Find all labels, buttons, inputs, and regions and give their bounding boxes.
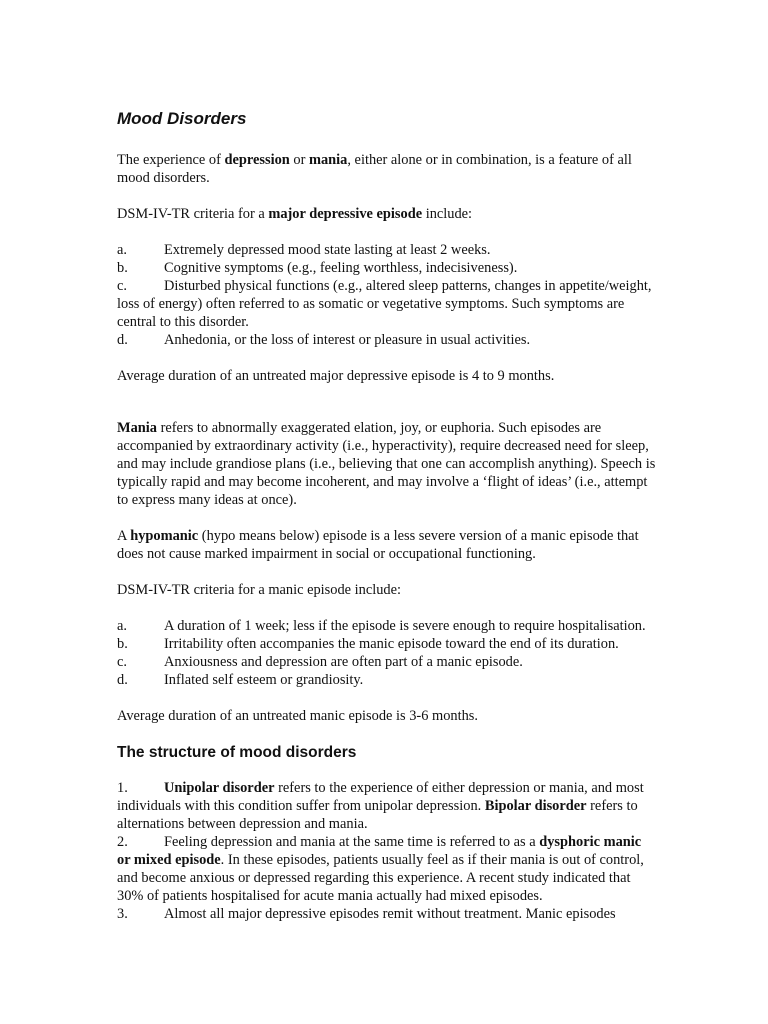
list-item-text: A duration of 1 week; less if the episode is severe enough to require hospitalisation. [164,618,646,634]
hypomanic-text: A [117,528,131,544]
list-marker: 2. [117,834,128,850]
list-item-text: Anxiousness and depression are often part of a manic episode. [164,654,523,670]
dsm-text: DSM-IV-TR criteria for a [117,206,269,222]
list-item [117,617,657,635]
list-marker: d. [117,672,128,688]
list-item [117,905,657,923]
hypomanic-bold-term: hypomanic [130,528,199,544]
list-marker: 1. [117,780,128,796]
intro-paragraph [117,151,657,187]
document-title: Mood Disorders [117,109,247,128]
list-item-text: Disturbed physical functions (e.g., altered sleep patterns, changes in appetite/weight, loss of energy) often referred to as somatic or vegetative symptoms. Such symptoms are central to this disorder. [117,278,652,330]
list-marker: c. [117,278,127,294]
list-item [117,671,657,689]
list-item-text: Irritability often accompanies the manic episode toward the end of its duration. [164,636,619,652]
intro-text: or [289,152,309,168]
structure-text: refers to the experience of either depression or mania, and most individuals with this condition suffer from unipolar depression. [117,780,644,814]
list-item-text: Extremely depressed mood state lasting at least 2 weeks. [164,242,491,258]
list-marker: a. [117,242,127,258]
structure-bold-term: Bipolar disorder [484,798,587,814]
intro-text: , either alone or in combination, is a feature of all mood disorders. [117,152,632,186]
dsm-depressive-intro [117,205,657,223]
list-item [117,259,657,277]
hypomanic-text: (hypo means below) episode is a less severe version of a manic episode that does not cause marked impairment in social or occupational functioning. [117,528,639,562]
structure-text: refers to alternations between depression and mania. [117,798,638,832]
manic-criteria-list [117,617,657,689]
list-item [117,653,657,671]
depressive-duration: Average duration of an untreated major depressive episode is 4 to 9 months. [117,368,555,384]
structure-list [117,779,657,923]
list-marker: a. [117,618,127,634]
hypomanic-paragraph [117,527,657,563]
structure-text: Almost all major depressive episodes remit without treatment. Manic episodes [164,906,616,922]
list-marker: b. [117,636,128,652]
list-item [117,779,657,833]
list-item [117,331,657,349]
list-item-text: Anhedonia, or the loss of interest or pleasure in usual activities. [164,332,531,348]
list-marker: b. [117,260,128,276]
dsm-text: include: [422,206,473,222]
section-heading: The structure of mood disorders [117,744,357,761]
list-item [117,833,657,905]
intro-bold-term: mania [308,152,348,168]
dsm-manic-intro: DSM-IV-TR criteria for a manic episode include: [117,582,401,598]
dsm-bold-term: major depressive episode [268,206,423,222]
intro-bold-term: depression [224,152,290,168]
document-body [117,109,657,941]
depressive-criteria-list [117,241,657,349]
mania-text: refers to abnormally exaggerated elation, joy, or euphoria. Such episodes are accompanied by extraordinary activity (i.e., hyperactivity), require decreased need for sleep, and may include grandiose plans (i.e., believing that one can accomplish anything). Speech is typically rapid and may become incoherent, and may involve a ‘flight of ideas’ (i.e., attempt to express many ideas at once). [117,420,656,508]
manic-duration: Average duration of an untreated manic episode is 3-6 months. [117,708,478,724]
list-item [117,277,657,331]
structure-bold-term: Unipolar disorder [164,780,275,796]
structure-bold-term: dysphoric manic or mixed episode [117,834,642,868]
mania-bold-term: Mania [117,420,157,436]
mania-paragraph [117,419,657,509]
structure-text: Feeling depression and mania at the same time is referred to as a [164,834,540,850]
list-item [117,241,657,259]
list-item [117,635,657,653]
list-item-text: Cognitive symptoms (e.g., feeling worthless, indecisiveness). [164,260,518,276]
list-marker: d. [117,332,128,348]
list-marker: c. [117,654,127,670]
list-marker: 3. [117,906,128,922]
spacer [117,403,657,419]
structure-text: . In these episodes, patients usually feel as if their mania is out of control, and become anxious or depressed regarding this experience. A recent study indicated that 30% of patients hospitalised for acute mania actually had mixed episodes. [117,852,644,904]
list-item-text: Inflated self esteem or grandiosity. [164,672,364,688]
intro-text: The experience of [117,152,225,168]
